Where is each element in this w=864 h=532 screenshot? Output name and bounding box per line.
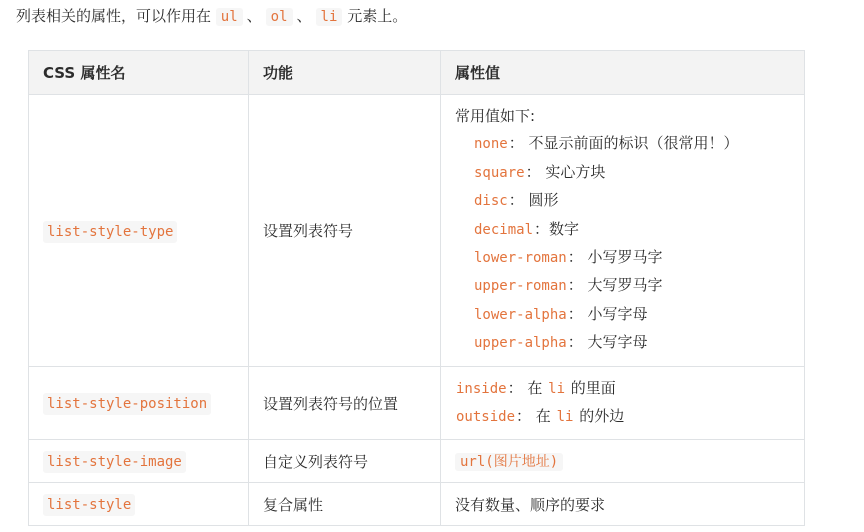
intro-tag-li: li [316, 8, 343, 26]
property-name: list-style-image [43, 451, 186, 473]
property-name: list-style-position [43, 393, 211, 415]
intro-separator: 、 [296, 7, 312, 25]
values-cell: 没有数量、顺序的要求 [441, 483, 805, 526]
value-desc: ： 不显示前面的标识（很常用！） [508, 134, 739, 153]
list-item [473, 301, 790, 329]
value-desc: 的里面 [570, 379, 616, 397]
value-code: lower-alpha [474, 306, 567, 323]
values-intro: 常用值如下: [455, 107, 536, 126]
value-code: disc [474, 193, 508, 210]
value-tag: li [548, 381, 565, 397]
table-row [29, 95, 805, 367]
list-item [473, 130, 790, 158]
intro-tag-ol: ol [266, 8, 293, 26]
value-desc: 的外边 [579, 407, 625, 425]
value-tag: li [556, 409, 574, 425]
intro-separator: 、 [246, 7, 262, 25]
function-cell: 自定义列表符号 [249, 440, 441, 483]
value-code: none [474, 136, 508, 153]
value-mid: ： 在 [507, 379, 543, 397]
function-cell: 设置列表符号的位置 [249, 367, 441, 440]
intro-tag-ul: ul [216, 8, 243, 26]
value-code: decimal [474, 221, 534, 238]
table-row [29, 483, 805, 526]
values-cell [441, 95, 805, 367]
table-row [29, 440, 805, 483]
property-name: list-style-type [43, 221, 177, 243]
values-cell [441, 440, 805, 483]
header-values: 属性值 [441, 51, 805, 95]
value-code: upper-roman [474, 278, 567, 295]
intro-text [16, 5, 407, 28]
value-desc: ： 大写字母 [567, 333, 648, 352]
value-code: url(图片地址) [455, 453, 563, 471]
list-item [473, 244, 790, 272]
value-desc: ： 小写字母 [567, 304, 648, 323]
value-code: outside [456, 409, 516, 425]
intro-prefix: 列表相关的属性，可以作用在 [16, 7, 212, 25]
value-code: inside [456, 381, 507, 397]
table-row [29, 367, 805, 440]
property-cell [29, 483, 249, 526]
list-item [473, 187, 790, 215]
function-cell: 设置列表符号 [249, 95, 441, 367]
list-item [473, 216, 790, 244]
header-property-name: CSS 属性名 [29, 51, 249, 95]
function-cell: 复合属性 [249, 483, 441, 526]
values-cell [441, 367, 805, 440]
value-code: upper-alpha [474, 335, 567, 352]
list-item [455, 375, 790, 403]
list-properties-table [28, 50, 805, 526]
list-item [473, 329, 790, 357]
property-cell [29, 367, 249, 440]
property-cell [29, 440, 249, 483]
value-desc: ： 小写罗马字 [567, 248, 663, 266]
list-item [473, 272, 790, 300]
value-desc: ： 实心方块 [525, 162, 606, 181]
list-item [455, 403, 790, 431]
value-mid: ： 在 [516, 407, 551, 425]
header-function: 功能 [249, 51, 441, 95]
value-desc: ： 大写罗马字 [567, 276, 663, 295]
list-item [473, 159, 790, 187]
value-desc: ： 圆形 [508, 191, 559, 210]
table-header-row [29, 51, 805, 95]
property-cell [29, 95, 249, 367]
value-desc: ：数字 [534, 219, 580, 238]
property-name: list-style [43, 494, 135, 516]
value-code: square [474, 164, 525, 181]
values-list [455, 130, 790, 357]
intro-suffix: 元素上。 [347, 7, 408, 25]
value-code: lower-roman [474, 250, 567, 266]
